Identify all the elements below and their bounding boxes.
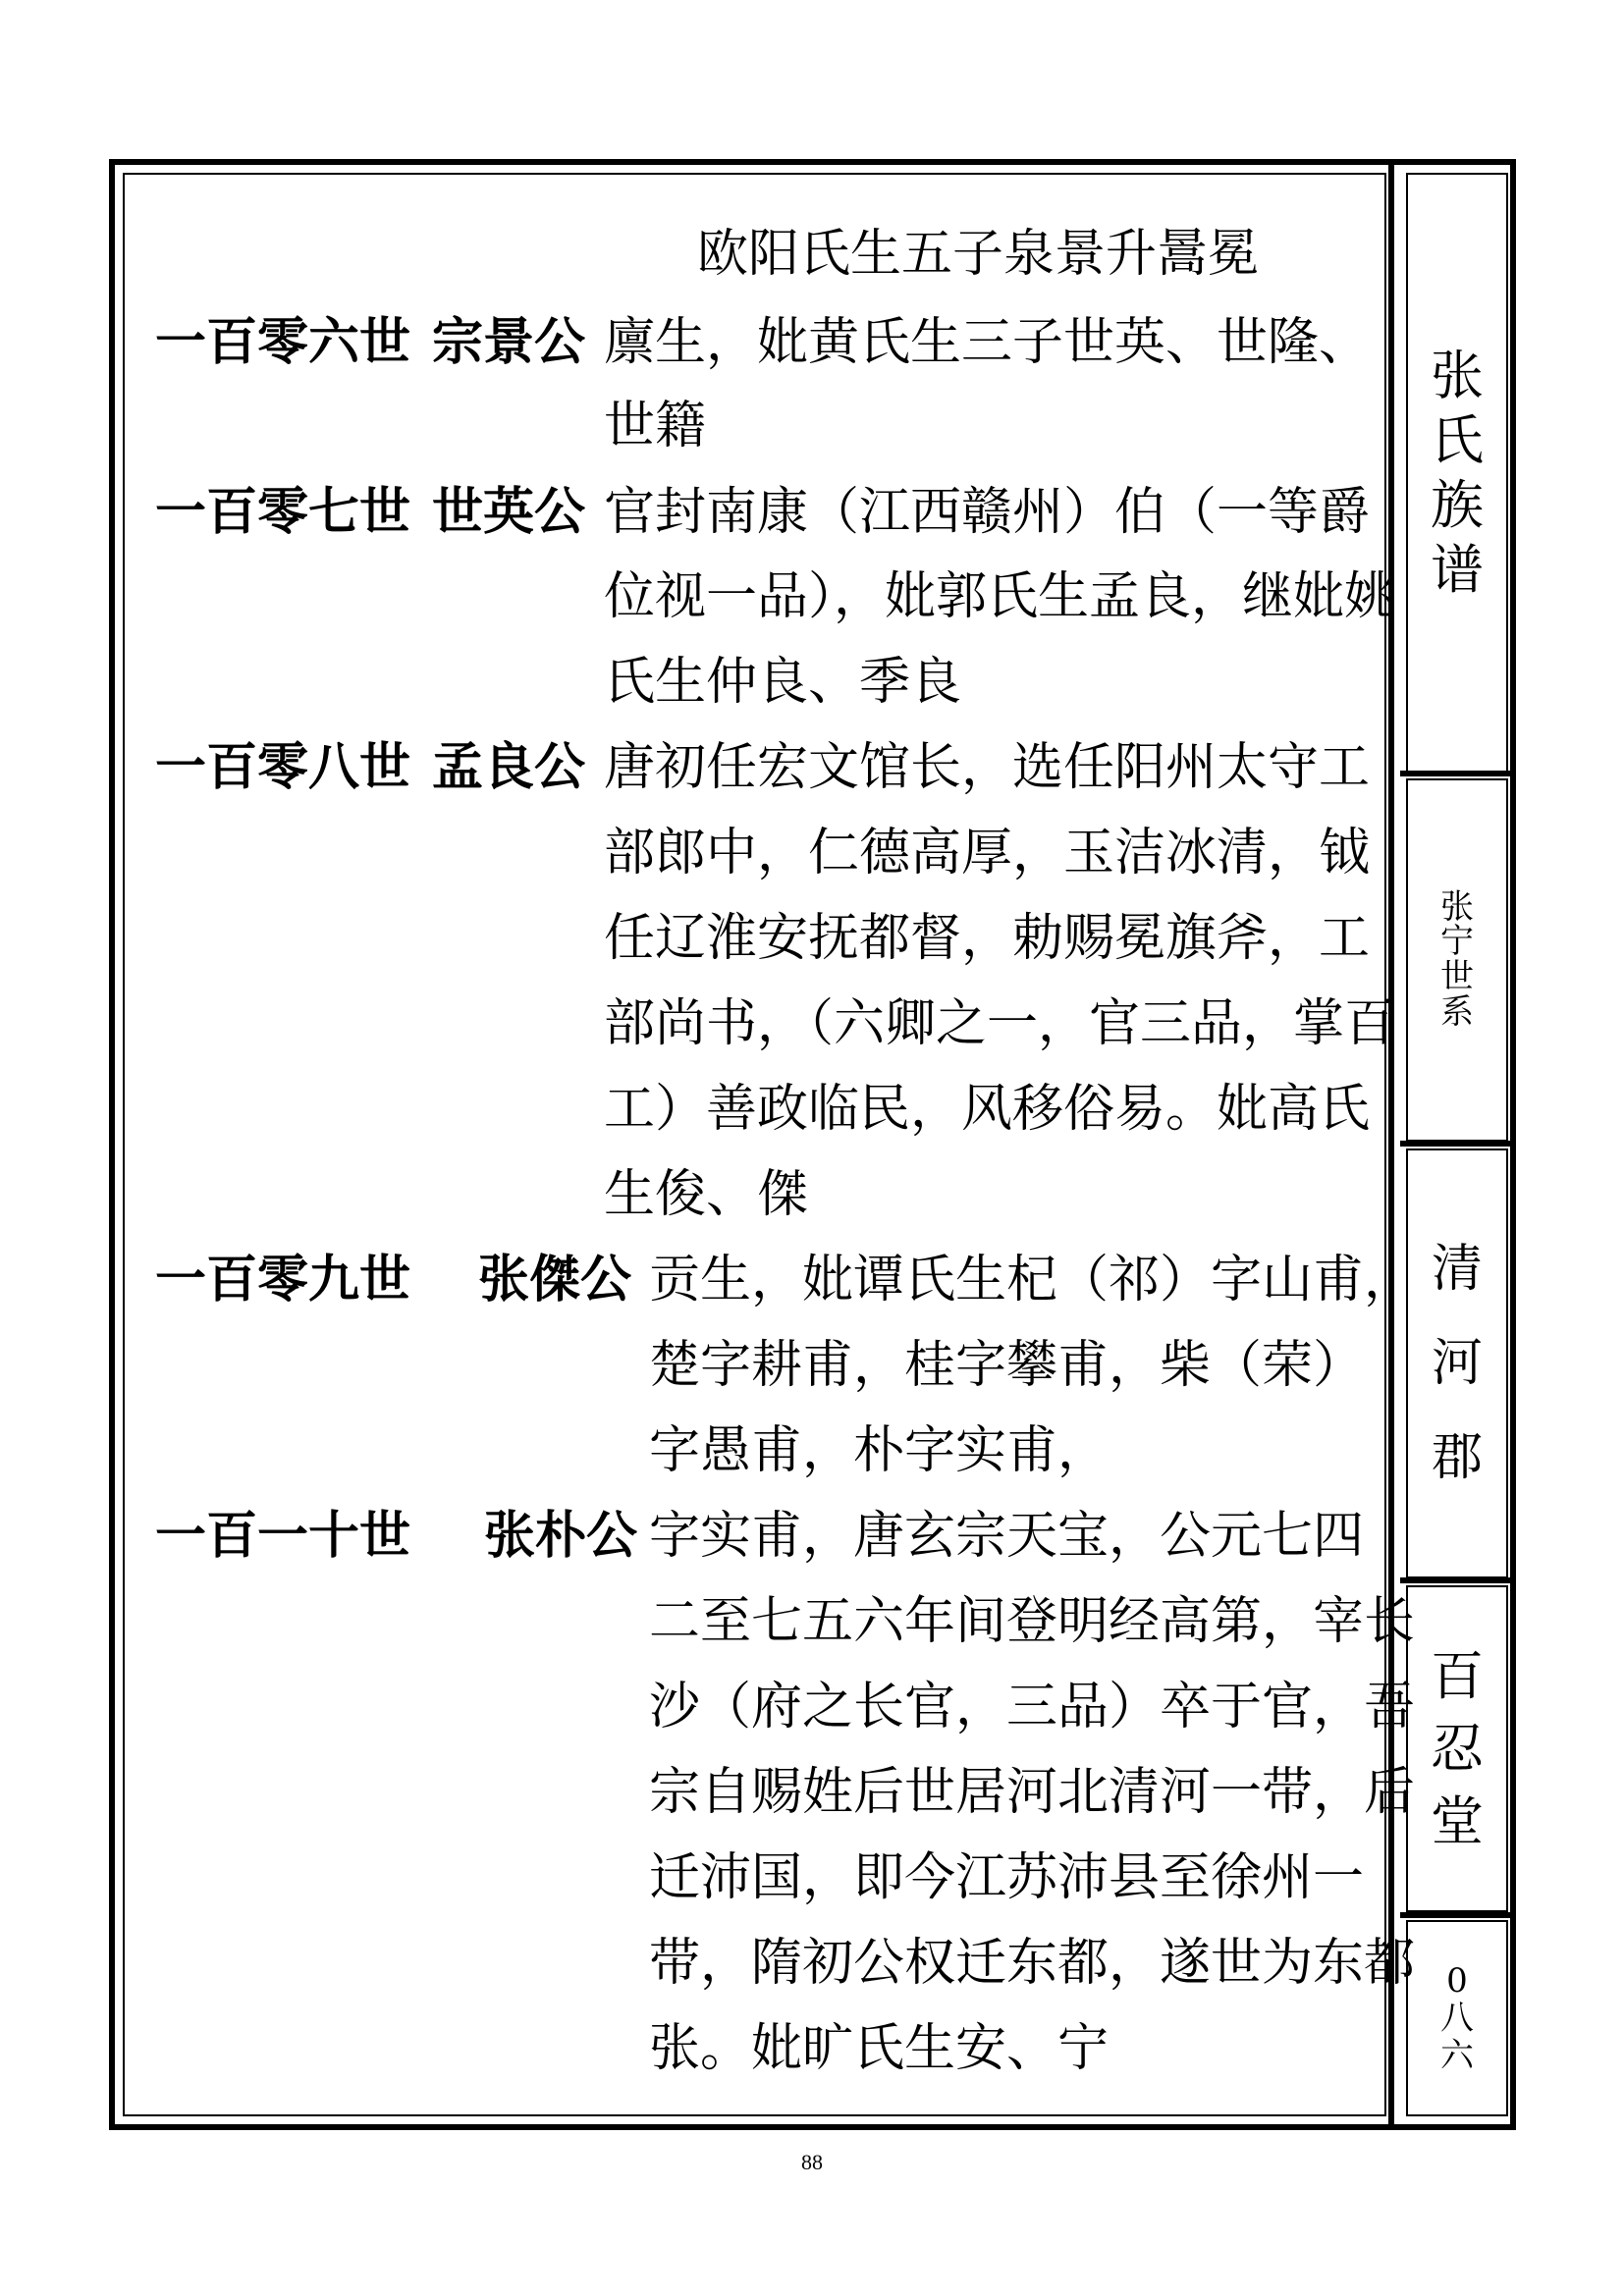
side-title-char: 张 <box>1431 345 1484 406</box>
side-commandery-char: 河 <box>1431 1334 1483 1393</box>
entry-text-line: 唐初任宏文馆长，选任阳州太守工 <box>604 738 1371 797</box>
generation-label: 一百零七世 <box>155 482 411 542</box>
entry-text-line: 氏生仲良、季良 <box>604 653 962 712</box>
ancestor-name: 宗景公 <box>432 312 586 372</box>
side-hall-char: 堂 <box>1431 1789 1484 1852</box>
entry-text-line: 带，隋初公权迁东都，遂世为东都 <box>649 1934 1416 1993</box>
side-branch-char: 世 <box>1440 957 1474 996</box>
side-page-char: 0 <box>1446 1961 1468 2001</box>
side-hall-char: 忍 <box>1431 1717 1484 1780</box>
entry-text-line: 字实甫，唐玄宗天宝，公元七四 <box>649 1507 1365 1566</box>
side-branch-char: 张 <box>1440 886 1474 927</box>
entry-text-line: 部尚书，（六卿之一，官三品，掌百 <box>604 994 1396 1053</box>
ancestor-name: 张朴公 <box>484 1506 638 1566</box>
ancestor-name: 世英公 <box>432 482 586 542</box>
side-hall-char: 百 <box>1431 1644 1484 1707</box>
side-branch-label <box>1406 778 1508 1142</box>
side-separator <box>1400 1912 1514 1918</box>
generation-label: 一百零九世 <box>155 1250 411 1309</box>
entry-text-line: 迁沛国，即今江苏沛县至徐州一 <box>649 1848 1365 1907</box>
entry-text-line: 张。妣旷氏生安、宁 <box>649 2019 1110 2078</box>
entry-text-line: 廪生，妣黄氏生三子世英、世隆、 <box>604 313 1371 372</box>
entry-text-line: 宗自赐姓后世居河北清河一带，后 <box>649 1763 1416 1822</box>
entry-text-line: 楚字耕甫，桂字攀甫，柴（荣） <box>649 1336 1365 1395</box>
entry-text-line: 位视一品），妣郭氏生孟良，继妣姚 <box>604 567 1396 626</box>
entry-text-line: 任辽淮安抚都督，勅赐冕旗斧，工 <box>604 909 1371 968</box>
entry-text-line: 沙（府之长官，三品）卒于官，吾 <box>649 1678 1416 1736</box>
main-text-frame <box>123 173 1386 2116</box>
intro-line: 欧阳氏生五子泉景升暠冕 <box>697 225 1260 284</box>
entry-text-line: 工）善政临民，风移俗易。妣高氏 <box>604 1080 1371 1139</box>
side-separator <box>1400 1141 1514 1147</box>
generation-label: 一百一十世 <box>155 1506 411 1566</box>
entry-text-line: 字愚甫，朴字实甫， <box>649 1421 1110 1480</box>
side-page-code <box>1406 1920 1508 2116</box>
side-title-char: 氏 <box>1431 409 1484 471</box>
side-title-char: 谱 <box>1431 539 1484 601</box>
entry-text-line: 贡生，妣谭氏生杞（祁）字山甫， <box>649 1251 1416 1309</box>
side-branch-char: 系 <box>1440 991 1474 1032</box>
generation-label: 一百零八世 <box>155 737 411 797</box>
side-page-char: 六 <box>1440 2036 1474 2075</box>
page-number: 88 <box>801 2150 823 2174</box>
entry-text-line: 二至七五六年间登明经高第，宰长 <box>649 1592 1416 1651</box>
side-page-char: 八 <box>1440 1999 1474 2038</box>
side-commandery-char: 郡 <box>1431 1428 1483 1487</box>
side-separator <box>1400 1577 1514 1583</box>
side-title-char: 族 <box>1431 474 1484 536</box>
side-book-title <box>1406 173 1508 774</box>
side-commandery <box>1406 1148 1508 1578</box>
entry-text-line: 生俊、傑 <box>604 1165 809 1224</box>
entry-text-line: 部郎中，仁德高厚，玉洁冰清，钺 <box>604 824 1371 882</box>
generation-label: 一百零六世 <box>155 312 411 372</box>
ancestor-name: 张傑公 <box>478 1250 632 1309</box>
ancestor-name: 孟良公 <box>432 737 586 797</box>
side-commandery-char: 清 <box>1431 1240 1483 1299</box>
entry-text-line: 世籍 <box>604 397 707 455</box>
entry-text-line: 官封南康（江西赣州）伯（一等爵 <box>604 483 1371 542</box>
side-branch-char: 宁 <box>1440 922 1474 962</box>
side-hall-name <box>1406 1585 1508 1912</box>
side-separator <box>1400 771 1514 776</box>
